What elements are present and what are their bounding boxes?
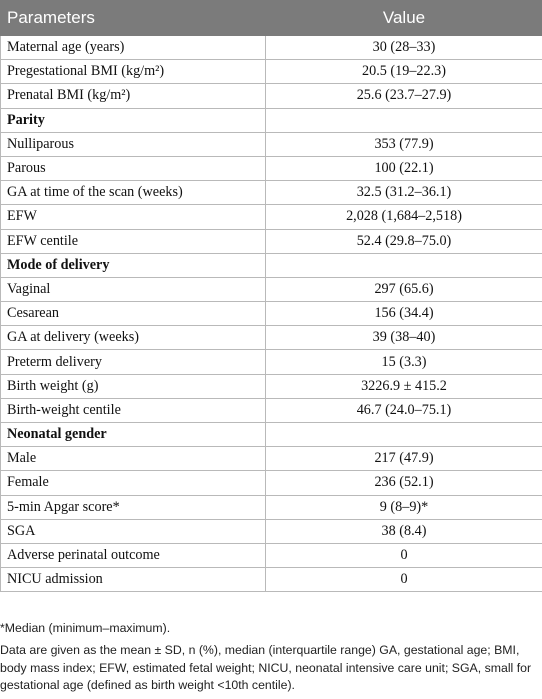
value-cell: 20.5 (19–22.3): [266, 60, 542, 84]
table-row: [1, 326, 542, 350]
table-row: [1, 229, 542, 253]
parameter-cell: EFW centile: [1, 229, 266, 253]
table-row: [1, 398, 542, 422]
section-label: Neonatal gender: [1, 423, 266, 447]
parameter-cell: SGA: [1, 519, 266, 543]
table-row: [1, 447, 542, 471]
table-row: [1, 495, 542, 519]
table-row: [1, 568, 542, 592]
value-cell: [266, 423, 542, 447]
section-row: [1, 108, 542, 132]
table-row: [1, 374, 542, 398]
table-row: [1, 302, 542, 326]
value-cell: 32.5 (31.2–36.1): [266, 181, 542, 205]
value-cell: 39 (38–40): [266, 326, 542, 350]
value-cell: 156 (34.4): [266, 302, 542, 326]
parameter-cell: Preterm delivery: [1, 350, 266, 374]
parameter-cell: Male: [1, 447, 266, 471]
header-value: Value: [266, 1, 542, 36]
parameter-cell: GA at time of the scan (weeks): [1, 181, 266, 205]
table-row: [1, 205, 542, 229]
table-row: [1, 519, 542, 543]
value-cell: [266, 253, 542, 277]
table-row: [1, 60, 542, 84]
parameter-cell: Parous: [1, 156, 266, 180]
value-cell: 15 (3.3): [266, 350, 542, 374]
parameter-cell: Birth weight (g): [1, 374, 266, 398]
section-label: Parity: [1, 108, 266, 132]
header-parameters: Parameters: [1, 1, 266, 36]
parameter-cell: Prenatal BMI (kg/m²): [1, 84, 266, 108]
table-header-row: [1, 1, 542, 36]
footnote-median: *Median (minimum–maximum).: [0, 621, 171, 635]
value-cell: 25.6 (23.7–27.9): [266, 84, 542, 108]
parameter-cell: Birth-weight centile: [1, 398, 266, 422]
footnote-abbreviations: Data are given as the mean ± SD, n (%), median (interquartile range) GA, gestational age; BMI, body mass index; EFW, estimated fetal weight; NICU, neonatal intensive care unit; SGA, small for gestational age (defined as birth weight <10th centile).: [0, 643, 532, 693]
value-cell: 217 (47.9): [266, 447, 542, 471]
value-cell: 30 (28–33): [266, 36, 542, 60]
parameter-cell: Adverse perinatal outcome: [1, 543, 266, 567]
value-cell: 297 (65.6): [266, 277, 542, 301]
table-row: [1, 156, 542, 180]
table-row: [1, 277, 542, 301]
parameter-cell: Female: [1, 471, 266, 495]
table-row: [1, 181, 542, 205]
table-footnotes: [0, 620, 542, 695]
section-label: Mode of delivery: [1, 253, 266, 277]
value-cell: 353 (77.9): [266, 132, 542, 156]
value-cell: 0: [266, 543, 542, 567]
value-cell: 3226.9 ± 415.2: [266, 374, 542, 398]
value-cell: 0: [266, 568, 542, 592]
parameter-cell: Pregestational BMI (kg/m²): [1, 60, 266, 84]
parameter-cell: Nulliparous: [1, 132, 266, 156]
parameter-cell: Cesarean: [1, 302, 266, 326]
value-cell: 38 (8.4): [266, 519, 542, 543]
section-row: [1, 423, 542, 447]
parameter-cell: GA at delivery (weeks): [1, 326, 266, 350]
parameter-cell: NICU admission: [1, 568, 266, 592]
table-row: [1, 132, 542, 156]
value-cell: 9 (8–9)*: [266, 495, 542, 519]
value-cell: [266, 108, 542, 132]
parameter-cell: Vaginal: [1, 277, 266, 301]
table-row: [1, 471, 542, 495]
value-cell: 236 (52.1): [266, 471, 542, 495]
value-cell: 100 (22.1): [266, 156, 542, 180]
table-row: [1, 36, 542, 60]
table-row: [1, 543, 542, 567]
section-row: [1, 253, 542, 277]
value-cell: 2,028 (1,684–2,518): [266, 205, 542, 229]
parameter-cell: EFW: [1, 205, 266, 229]
table-body: [1, 36, 542, 592]
parameter-cell: 5-min Apgar score*: [1, 495, 266, 519]
value-cell: 52.4 (29.8–75.0): [266, 229, 542, 253]
table-row: [1, 84, 542, 108]
table-row: [1, 350, 542, 374]
parameter-cell: Maternal age (years): [1, 36, 266, 60]
value-cell: 46.7 (24.0–75.1): [266, 398, 542, 422]
